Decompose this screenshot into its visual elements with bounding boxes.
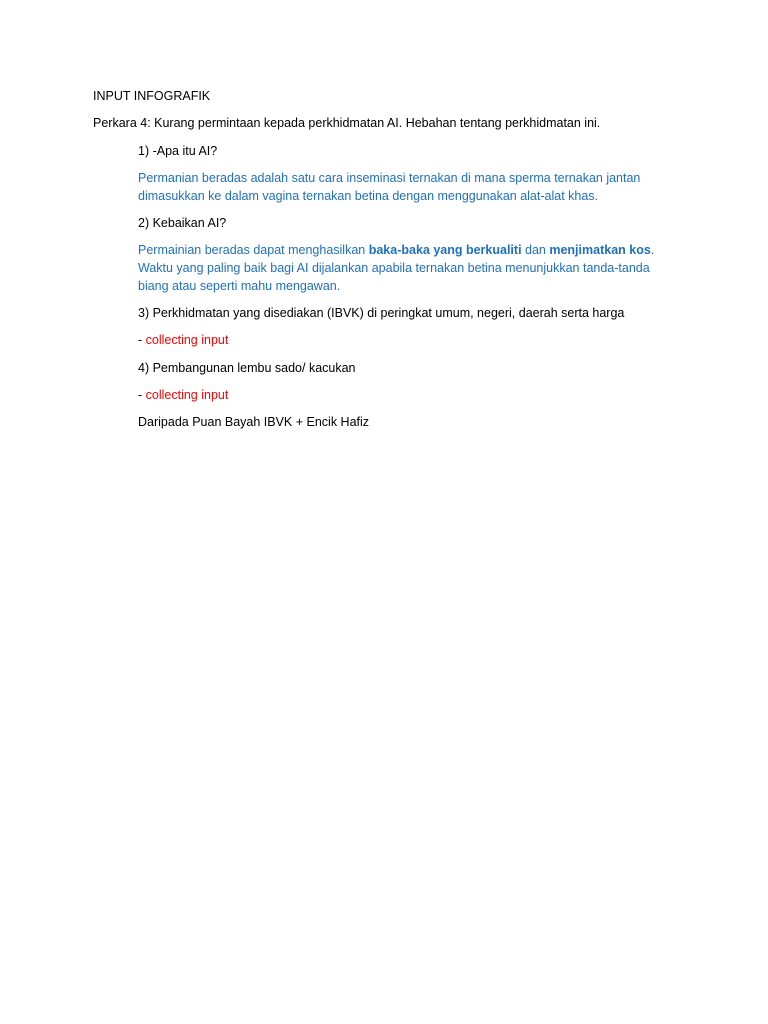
section-4-collecting-input: collecting input bbox=[145, 388, 229, 402]
section-4-heading: 4) Pembangunan lembu sado/ kacukan bbox=[138, 361, 356, 375]
section-2-body-line-2: Waktu yang paling baik bagi AI dijalankan apabila ternakan betina menunjukkan tanda-tanda bbox=[138, 261, 650, 275]
perkara-line: Perkara 4: Kurang permintaan kepada perkhidmatan AI. Hebahan tentang perkhidmatan ini. bbox=[93, 116, 601, 130]
section-2-heading: 2) Kebaikan AI? bbox=[138, 216, 227, 230]
section-1-body-line-1: Permanian beradas adalah satu cara inseminasi ternakan di mana sperma ternakan jantan bbox=[138, 171, 641, 185]
section-2-body-line-1 bbox=[138, 241, 654, 259]
document-title: INPUT INFOGRAFIK bbox=[93, 89, 211, 103]
section-3-note bbox=[138, 331, 228, 349]
section-3-heading: 3) Perkhidmatan yang disediakan (IBVK) di peringkat umum, negeri, daerah serta harga bbox=[138, 306, 625, 320]
section-2-body-conjunction: dan bbox=[521, 243, 550, 257]
section-2-highlight-cost: menjimatkan kos bbox=[549, 243, 651, 257]
section-3-dash: - bbox=[138, 333, 146, 347]
section-1-body-line-2: dimasukkan ke dalam vagina ternakan betina dengan menggunakan alat-alat khas. bbox=[138, 189, 599, 203]
source-line: Daripada Puan Bayah IBVK + Encik Hafiz bbox=[138, 415, 370, 429]
section-2-highlight-quality: baka-baka yang berkualiti bbox=[368, 243, 522, 257]
section-4-note bbox=[138, 386, 228, 404]
section-1-heading: 1) -Apa itu AI? bbox=[138, 144, 218, 158]
section-2-body-period: . bbox=[650, 243, 655, 257]
section-4-dash: - bbox=[138, 388, 146, 402]
section-3-collecting-input: collecting input bbox=[145, 333, 229, 347]
section-2-body-line-3: biang atau seperti mahu mengawan. bbox=[138, 279, 341, 293]
section-2-body-text: Permainian beradas dapat menghasilkan bbox=[138, 243, 369, 257]
